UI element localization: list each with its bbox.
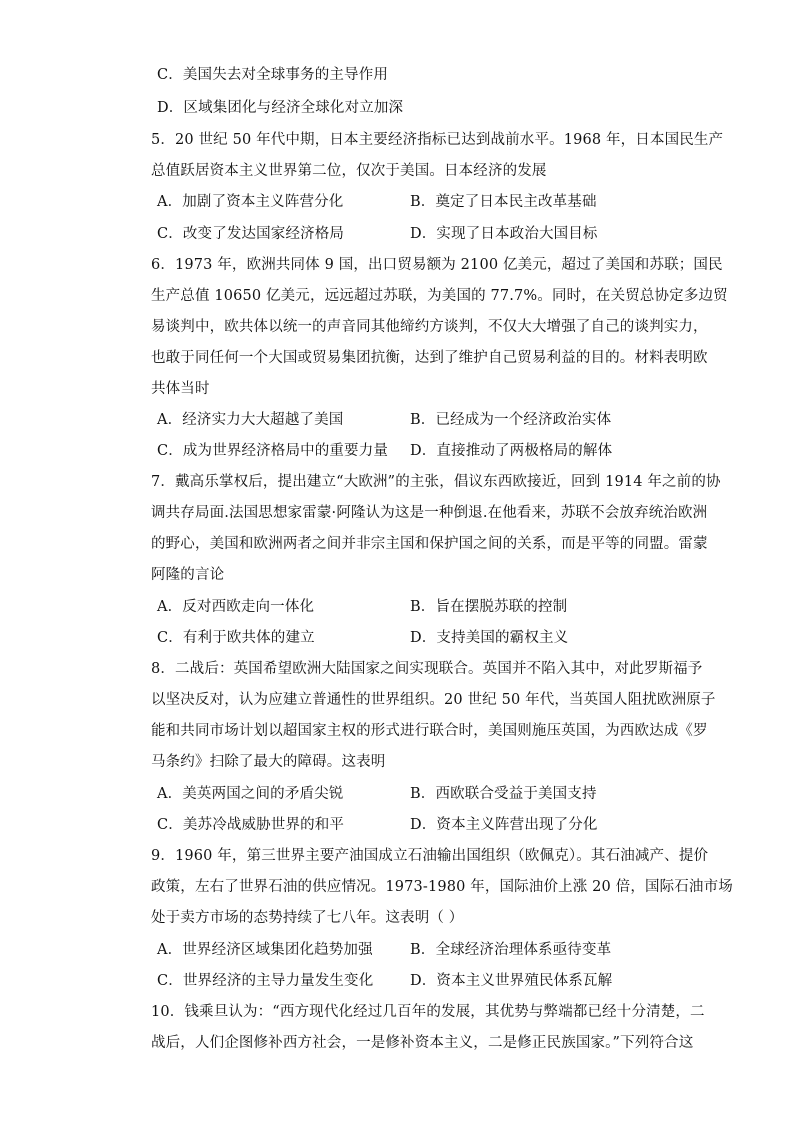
q7-option-a: A．反对西欧走向一体化 [157, 599, 315, 615]
q6-option-d: D．直接推动了两极格局的解体 [410, 443, 613, 459]
q7-stem-line-4: 阿隆的言论 [151, 567, 225, 583]
q5-option-b: B．奠定了日本民主改革基础 [410, 194, 597, 210]
q8-option-a: A．美英两国之间的矛盾尖锐 [157, 786, 344, 802]
q7-stem-line-1: 7．戴高乐掌权后，提出建立“大欧洲”的主张，倡议东西欧接近，回到 1914 年之前的协 [151, 474, 721, 490]
q6-stem-line-1: 6．1973 年，欧洲共同体 9 国，出口贸易额为 2100 亿美元，超过了美国和苏联；国民 [151, 257, 723, 273]
q7-stem-line-3: 的野心，美国和欧洲两者之间并非宗主国和保护国之间的关系，而是平等的同盟。雷蒙 [151, 536, 708, 552]
q5-option-a: A．加剧了资本主义阵营分化 [157, 194, 344, 210]
q9-stem-line-2: 政策，左右了世界石油的供应情况。1973-1980 年，国际油价上涨 20 倍，国际石油市场 [151, 879, 733, 895]
q8-stem-line-1: 8．二战后：英国希望欧洲大陆国家之间实现联合。英国并不陷入其中，对此罗斯福予 [151, 661, 703, 677]
q9-option-b: B．全球经济治理体系亟待变革 [410, 942, 612, 958]
q7-stem-line-2: 调共存局面.法国思想家雷蒙·阿隆认为这是一种倒退.在他看来，苏联不会放弃统治欧洲 [151, 505, 708, 521]
q5-stem-line-1: 5．20 世纪 50 年代中期，日本主要经济指标已达到战前水平。1968 年，日本国民生产 [151, 132, 724, 148]
q7-option-d: D．支持美国的霸权主义 [410, 630, 569, 646]
q6-stem-line-4: 也敢于同任何一个大国或贸易集团抗衡，达到了维护自己贸易利益的目的。材料表明欧 [151, 350, 708, 366]
q10-stem-line-2: 战后，人们企图修补西方社会，一是修补资本主义，二是修正民族国家。”下列符合这 [151, 1035, 694, 1051]
q9-stem-line-3: 处于卖方市场的态势持续了七八年。这表明（ ） [151, 910, 464, 926]
q8-option-d: D．资本主义阵营出现了分化 [410, 817, 598, 833]
q6-stem-line-3: 易谈判中，欧共体以统一的声音同其他缔约方谈判，不仅大大增强了自己的谈判实力， [151, 319, 708, 335]
q9-option-d: D．资本主义世界殖民体系瓦解 [410, 973, 613, 989]
q6-option-b: B．已经成为一个经济政治实体 [410, 412, 612, 428]
q8-stem-line-2: 以坚决反对，认为应建立普通性的世界组织。20 世纪 50 年代，当英国人阻扰欧洲原子 [151, 692, 716, 708]
q9-stem-line-1: 9．1960 年，第三世界主要产油国成立石油输出国组织（欧佩克）。其石油减产、提价 [151, 848, 709, 864]
q5-option-c: C．改变了发达国家经济格局 [157, 226, 345, 242]
q6-option-c: C．成为世界经济格局中的重要力量 [157, 443, 388, 459]
q7-option-c: C．有利于欧共体的建立 [157, 630, 315, 646]
q4-option-d: D．区域集团化与经济全球化对立加深 [157, 100, 404, 116]
q6-stem-line-5: 共体当时 [151, 381, 210, 397]
q9-option-c: C．世界经济的主导力量发生变化 [157, 973, 374, 989]
q5-option-d: D．实现了日本政治大国目标 [410, 226, 598, 242]
q8-stem-line-4: 马条约》扫除了最大的障碍。这表明 [151, 754, 386, 770]
q5-stem-line-2: 总值跃居资本主义世界第二位，仅次于美国。日本经济的发展 [151, 163, 547, 179]
q8-option-c: C．美苏冷战威胁世界的和平 [157, 817, 345, 833]
q9-option-a: A．世界经济区域集团化趋势加强 [157, 942, 373, 958]
q8-option-b: B．西欧联合受益于美国支持 [410, 786, 597, 802]
q6-stem-line-2: 生产总值 10650 亿美元，远远超过苏联，为美国的 77.7%。同时，在关贸总协定多边贸 [151, 288, 728, 304]
q7-option-b: B．旨在摆脱苏联的控制 [410, 599, 568, 615]
q6-option-a: A．经济实力大大超越了美国 [157, 412, 344, 428]
q4-option-c: C．美国失去对全球事务的主导作用 [157, 67, 388, 83]
q10-stem-line-1: 10．钱乘旦认为：“西方现代化经过几百年的发展，其优势与弊端都已经十分清楚，二 [151, 1004, 705, 1020]
q8-stem-line-3: 能和共同市场计划以超国家主权的形式进行联合时，美国则施压英国，为西欧达成《罗 [151, 723, 708, 739]
